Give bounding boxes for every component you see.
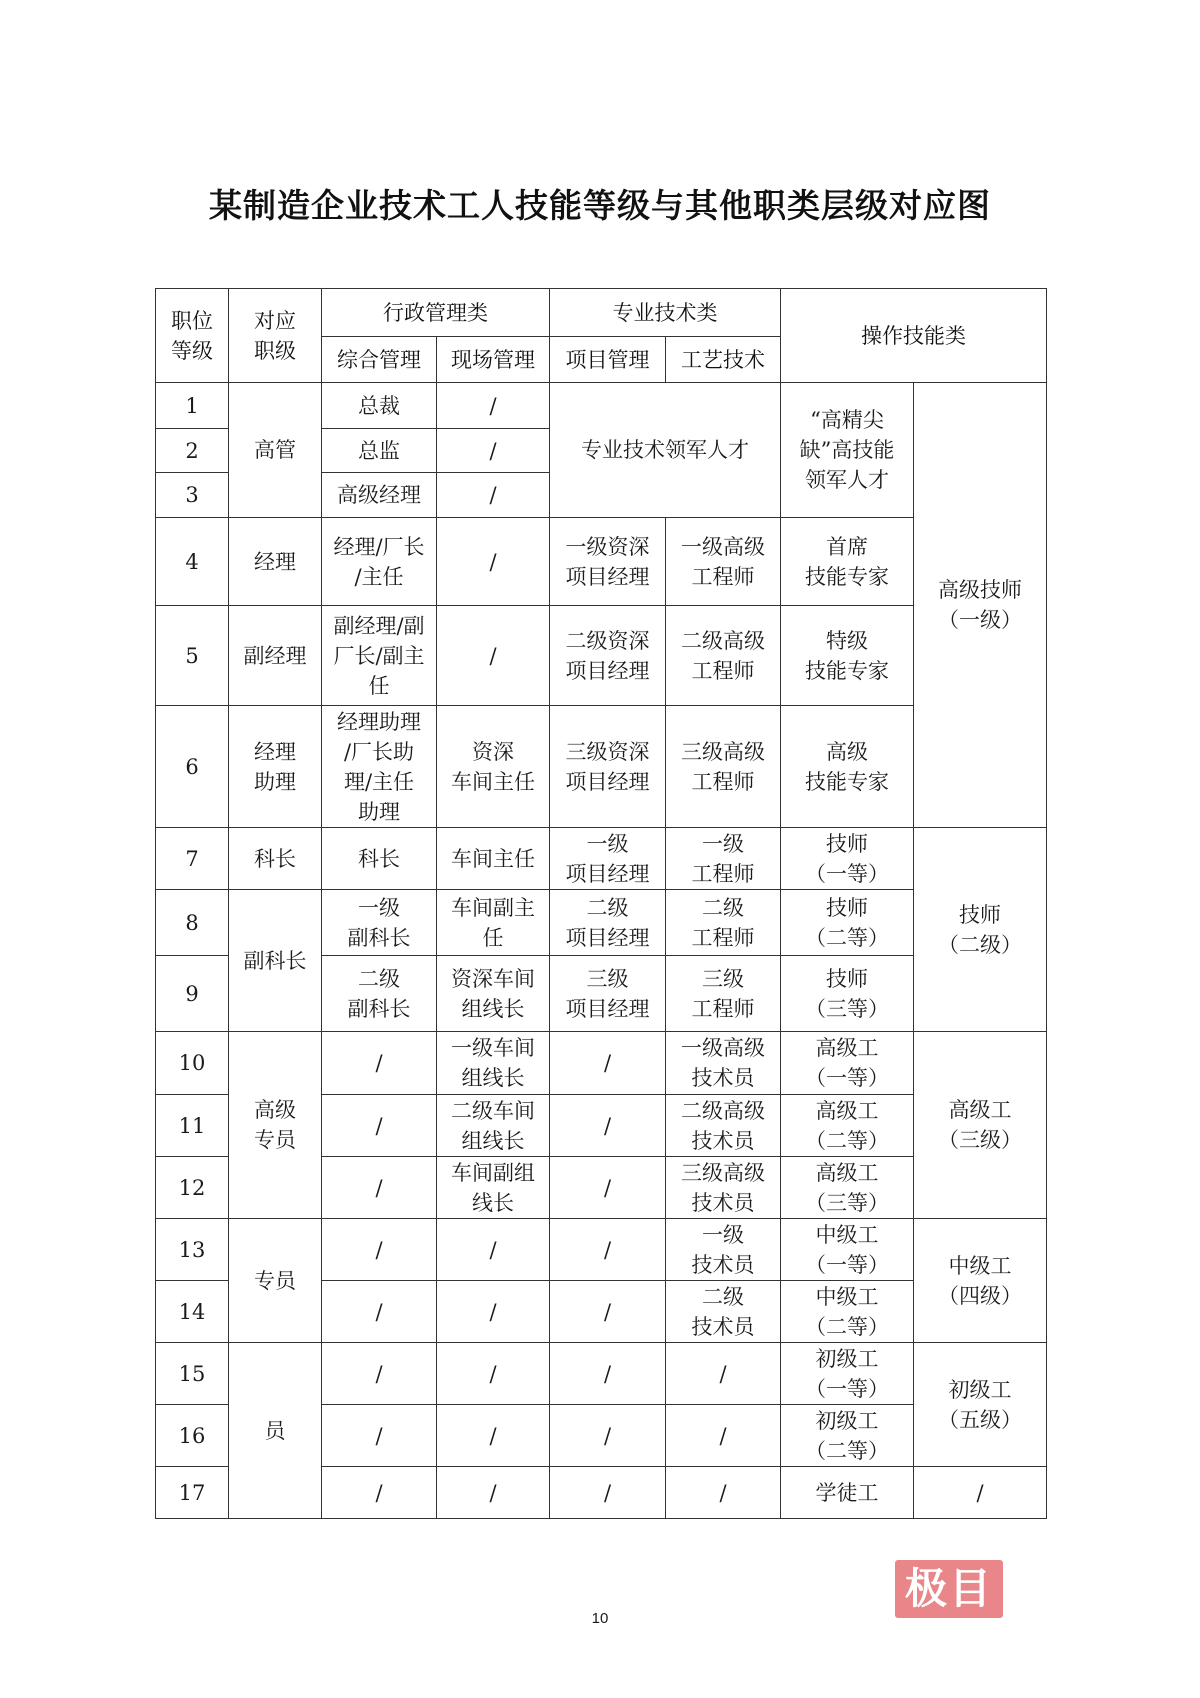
general-mgmt-cell: 一级 副科长: [322, 890, 437, 956]
ops-skill-cell: 高级工 （三等）: [781, 1157, 914, 1219]
general-mgmt-cell: /: [322, 1095, 437, 1157]
rank-cell: 高管: [229, 383, 322, 518]
project-mgmt-cell: /: [550, 1157, 666, 1219]
project-mgmt-cell: /: [550, 1219, 666, 1281]
grade-cell: 17: [156, 1467, 229, 1519]
general-mgmt-cell: /: [322, 1467, 437, 1519]
grade-cell: 10: [156, 1032, 229, 1095]
site-mgmt-cell: /: [437, 473, 550, 518]
rank-cell: 专员: [229, 1219, 322, 1343]
grade-cell: 3: [156, 473, 229, 518]
site-mgmt-cell: 资深车间 组线长: [437, 956, 550, 1032]
site-mgmt-cell: /: [437, 606, 550, 706]
process-tech-cell: 一级高级 技术员: [666, 1032, 781, 1095]
general-mgmt-cell: 经理助理 /厂长助 理/主任 助理: [322, 706, 437, 828]
general-mgmt-cell: /: [322, 1157, 437, 1219]
general-mgmt-cell: 副经理/副 厂长/副主 任: [322, 606, 437, 706]
ops-skill-cell: 高级工 （二等）: [781, 1095, 914, 1157]
site-mgmt-cell: /: [437, 383, 550, 429]
general-mgmt-cell: 高级经理: [322, 473, 437, 518]
process-tech-cell: 一级 技术员: [666, 1219, 781, 1281]
process-tech-cell: 三级高级 工程师: [666, 706, 781, 828]
site-mgmt-cell: /: [437, 1219, 550, 1281]
site-mgmt-cell: /: [437, 518, 550, 606]
project-mgmt-cell: /: [550, 1467, 666, 1519]
project-mgmt-cell: /: [550, 1343, 666, 1405]
ops-level-cell: 初级工 （五级）: [914, 1343, 1047, 1467]
process-tech-cell: 三级高级 技术员: [666, 1157, 781, 1219]
grade-cell: 15: [156, 1343, 229, 1405]
grade-cell: 12: [156, 1157, 229, 1219]
header-general-management: 综合管理: [322, 337, 437, 383]
ops-skill-cell: 学徒工: [781, 1467, 914, 1519]
general-mgmt-cell: 总裁: [322, 383, 437, 429]
header-site-management: 现场管理: [437, 337, 550, 383]
header-process-technology: 工艺技术: [666, 337, 781, 383]
site-mgmt-cell: /: [437, 429, 550, 473]
grade-cell: 9: [156, 956, 229, 1032]
ops-skill-cell: 技师 （二等）: [781, 890, 914, 956]
professional-merged-cell: 专业技术领军人才: [550, 383, 781, 518]
rank-cell: 高级 专员: [229, 1032, 322, 1219]
project-mgmt-cell: /: [550, 1281, 666, 1343]
header-rank: 对应 职级: [229, 289, 322, 383]
header-grade: 职位 等级: [156, 289, 229, 383]
grade-cell: 16: [156, 1405, 229, 1467]
site-mgmt-cell: 一级车间 组线长: [437, 1032, 550, 1095]
ops-skill-cell: 初级工 （二等）: [781, 1405, 914, 1467]
ops-level-cell: 技师 （二级）: [914, 828, 1047, 1032]
ops-skill-cell: 技师 （一等）: [781, 828, 914, 890]
ops-skill-cell: 中级工 （二等）: [781, 1281, 914, 1343]
general-mgmt-cell: 二级 副科长: [322, 956, 437, 1032]
project-mgmt-cell: 三级资深 项目经理: [550, 706, 666, 828]
process-tech-cell: 二级高级 工程师: [666, 606, 781, 706]
process-tech-cell: /: [666, 1467, 781, 1519]
rank-cell: 经理 助理: [229, 706, 322, 828]
ops-skill-cell: 特级 技能专家: [781, 606, 914, 706]
watermark-logo: 极目: [895, 1560, 1003, 1618]
site-mgmt-cell: 车间副组 线长: [437, 1157, 550, 1219]
site-mgmt-cell: /: [437, 1343, 550, 1405]
page-number: 10: [591, 1610, 609, 1627]
general-mgmt-cell: 经理/厂长 /主任: [322, 518, 437, 606]
ops-level-cell: 中级工 （四级）: [914, 1219, 1047, 1343]
project-mgmt-cell: 三级 项目经理: [550, 956, 666, 1032]
project-mgmt-cell: 一级 项目经理: [550, 828, 666, 890]
site-mgmt-cell: 车间副主 任: [437, 890, 550, 956]
project-mgmt-cell: 一级资深 项目经理: [550, 518, 666, 606]
ops-skill-cell: 首席 技能专家: [781, 518, 914, 606]
process-tech-cell: 三级 工程师: [666, 956, 781, 1032]
rank-cell: 经理: [229, 518, 322, 606]
site-mgmt-cell: 二级车间 组线长: [437, 1095, 550, 1157]
site-mgmt-cell: /: [437, 1281, 550, 1343]
grade-cell: 13: [156, 1219, 229, 1281]
rank-cell: 副经理: [229, 606, 322, 706]
grade-cell: 14: [156, 1281, 229, 1343]
grade-cell: 11: [156, 1095, 229, 1157]
grade-cell: 2: [156, 429, 229, 473]
grade-cell: 4: [156, 518, 229, 606]
rank-cell: 副科长: [229, 890, 322, 1032]
ops-level-cell: 高级工 （三级）: [914, 1032, 1047, 1219]
ops-skill-cell: 中级工 （一等）: [781, 1219, 914, 1281]
process-tech-cell: 二级高级 技术员: [666, 1095, 781, 1157]
general-mgmt-cell: /: [322, 1281, 437, 1343]
project-mgmt-cell: /: [550, 1405, 666, 1467]
header-admin-category: 行政管理类: [322, 289, 550, 337]
process-tech-cell: 二级 工程师: [666, 890, 781, 956]
site-mgmt-cell: 车间主任: [437, 828, 550, 890]
process-tech-cell: 二级 技术员: [666, 1281, 781, 1343]
page-title: 某制造企业技术工人技能等级与其他职类层级对应图: [209, 186, 991, 225]
project-mgmt-cell: /: [550, 1032, 666, 1095]
grade-mapping-table: [155, 288, 1047, 1519]
header-operations-category: 操作技能类: [781, 289, 1047, 383]
general-mgmt-cell: 科长: [322, 828, 437, 890]
general-mgmt-cell: /: [322, 1343, 437, 1405]
process-tech-cell: /: [666, 1343, 781, 1405]
project-mgmt-cell: /: [550, 1095, 666, 1157]
process-tech-cell: 一级 工程师: [666, 828, 781, 890]
site-mgmt-cell: /: [437, 1405, 550, 1467]
ops-level-cell: 高级技师 （一级）: [914, 383, 1047, 828]
general-mgmt-cell: 总监: [322, 429, 437, 473]
site-mgmt-cell: /: [437, 1467, 550, 1519]
rank-cell: 员: [229, 1343, 322, 1519]
ops-skill-cell: 高级 技能专家: [781, 706, 914, 828]
grade-cell: 8: [156, 890, 229, 956]
grade-cell: 7: [156, 828, 229, 890]
ops-skill-cell: “高精尖 缺”高技能 领军人才: [781, 383, 914, 518]
general-mgmt-cell: /: [322, 1032, 437, 1095]
grade-cell: 5: [156, 606, 229, 706]
general-mgmt-cell: /: [322, 1405, 437, 1467]
general-mgmt-cell: /: [322, 1219, 437, 1281]
process-tech-cell: /: [666, 1405, 781, 1467]
project-mgmt-cell: 二级资深 项目经理: [550, 606, 666, 706]
grade-cell: 6: [156, 706, 229, 828]
ops-level-cell: /: [914, 1467, 1047, 1519]
ops-skill-cell: 初级工 （一等）: [781, 1343, 914, 1405]
rank-cell: 科长: [229, 828, 322, 890]
site-mgmt-cell: 资深 车间主任: [437, 706, 550, 828]
header-professional-category: 专业技术类: [550, 289, 781, 337]
header-project-management: 项目管理: [550, 337, 666, 383]
project-mgmt-cell: 二级 项目经理: [550, 890, 666, 956]
ops-skill-cell: 高级工 （一等）: [781, 1032, 914, 1095]
grade-cell: 1: [156, 383, 229, 429]
ops-skill-cell: 技师 （三等）: [781, 956, 914, 1032]
process-tech-cell: 一级高级 工程师: [666, 518, 781, 606]
